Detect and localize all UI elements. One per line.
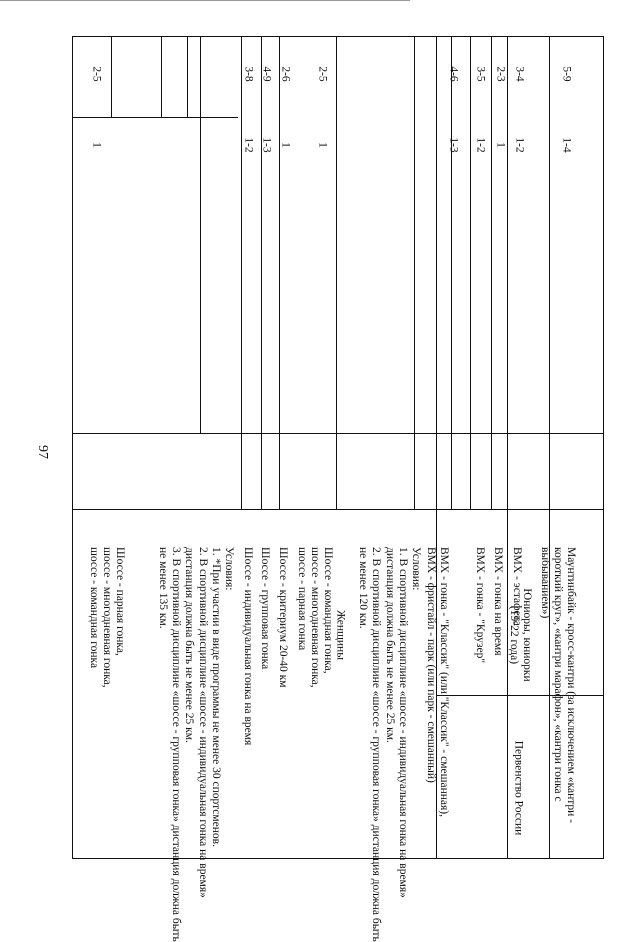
row-border	[414, 37, 415, 509]
row-border	[73, 117, 238, 118]
results-table	[72, 36, 604, 859]
group-border	[436, 695, 603, 696]
places-a-cell: 1	[316, 142, 329, 148]
row-border	[187, 37, 188, 117]
page-number: 97	[35, 445, 50, 459]
row-border	[111, 37, 112, 117]
places-b-cell: 2-5	[90, 66, 103, 82]
column-border	[507, 37, 508, 858]
places-a-cell: 1-4	[560, 137, 573, 153]
block-border	[73, 509, 603, 510]
row-border	[241, 37, 242, 509]
row-border	[261, 37, 262, 509]
row-border	[238, 433, 336, 434]
row-border	[200, 37, 201, 433]
discipline-cell: BMX - эстафета	[511, 547, 523, 626]
places-a-cell: 1-2	[242, 137, 255, 153]
places-b-cell: 2-3	[494, 66, 507, 82]
places-b-cell: 3-4	[513, 66, 526, 82]
places-b-cell: 4-6	[447, 66, 460, 82]
discipline-cell: Шоссе - командная гонка, шоссе - многодневная гонка, шоссе - парная гонка	[295, 547, 334, 688]
places-a-cell: 1	[279, 142, 292, 148]
row-border	[436, 433, 603, 434]
places-b-cell: 5-9	[560, 66, 573, 82]
row-border	[491, 37, 492, 509]
places-a-cell: 1-3	[447, 137, 460, 153]
discipline-cell: Маунтинбайк - кросс-кантри (за исключением «кантри - короткий круг», «кантри марафон», «кантри гонка с выбыванием»)	[538, 547, 577, 824]
places-b-cell: 3-8	[242, 66, 255, 82]
discipline-cell: BMX - гонка - "Крузер"	[474, 547, 486, 664]
places-b-cell: 3-5	[474, 66, 487, 82]
discipline-cell: BMX - гонка - "Классик" (или "Классик" - смешанная), BMX - фристайл - парк (или парк - смешанный)	[424, 547, 450, 817]
places-b-cell: 4-9	[260, 66, 273, 82]
discipline-cell: Шоссе - индивидуальная гонка на время	[242, 547, 254, 746]
row-border	[279, 37, 280, 509]
places-a-cell: 1	[90, 142, 103, 148]
places-b-cell: 2-5	[316, 66, 329, 82]
places-b-cell: 2-6	[279, 66, 292, 82]
places-a-cell: 1-3	[260, 137, 273, 153]
discipline-cell: Шоссе - парная гонка, шоссе - многодневная гонка, шоссе - командная гонка	[87, 547, 126, 688]
group-label: Юниоры, юниорки (19-22 года)	[508, 588, 534, 682]
discipline-cell: Шоссе - групповая гонка	[259, 547, 271, 670]
discipline-cell: Шоссе - критериум 20-40 км	[277, 547, 289, 688]
row-border	[451, 37, 452, 509]
places-a-cell: 1-2	[474, 137, 487, 153]
places-a-cell: 1-2	[513, 137, 526, 153]
discipline-cell: BMX - гонка на время	[492, 547, 504, 656]
conditions-text: Условия: 1. *При участии в виде программы не менее 30 спортсменов. 2. В спортивной дисциплине «шоссе - индивидуальная гонка на время» дистанция должна быть не менее 25 км. 3. В спортивной дисциплине «шоссе - групповая гонка» дистанция должна быть не менее 135 км.	[156, 547, 235, 942]
conditions-text: Условия: 1. В спортивной дисциплине «шоссе - индивидуальная гонка на время» дистанция должна быть не менее 25 км. 2. В спортивной дисциплине «шоссе - групповая гонка» дистанция должна быть не менее 120 км.	[357, 547, 422, 942]
row-border	[470, 37, 471, 509]
top-rule	[0, 0, 410, 1]
places-a-cell: 1	[494, 142, 507, 148]
competition-label: Первенство России	[512, 740, 525, 836]
row-border	[161, 37, 162, 117]
row-border	[336, 37, 337, 509]
group-label: Женщины	[334, 610, 347, 660]
